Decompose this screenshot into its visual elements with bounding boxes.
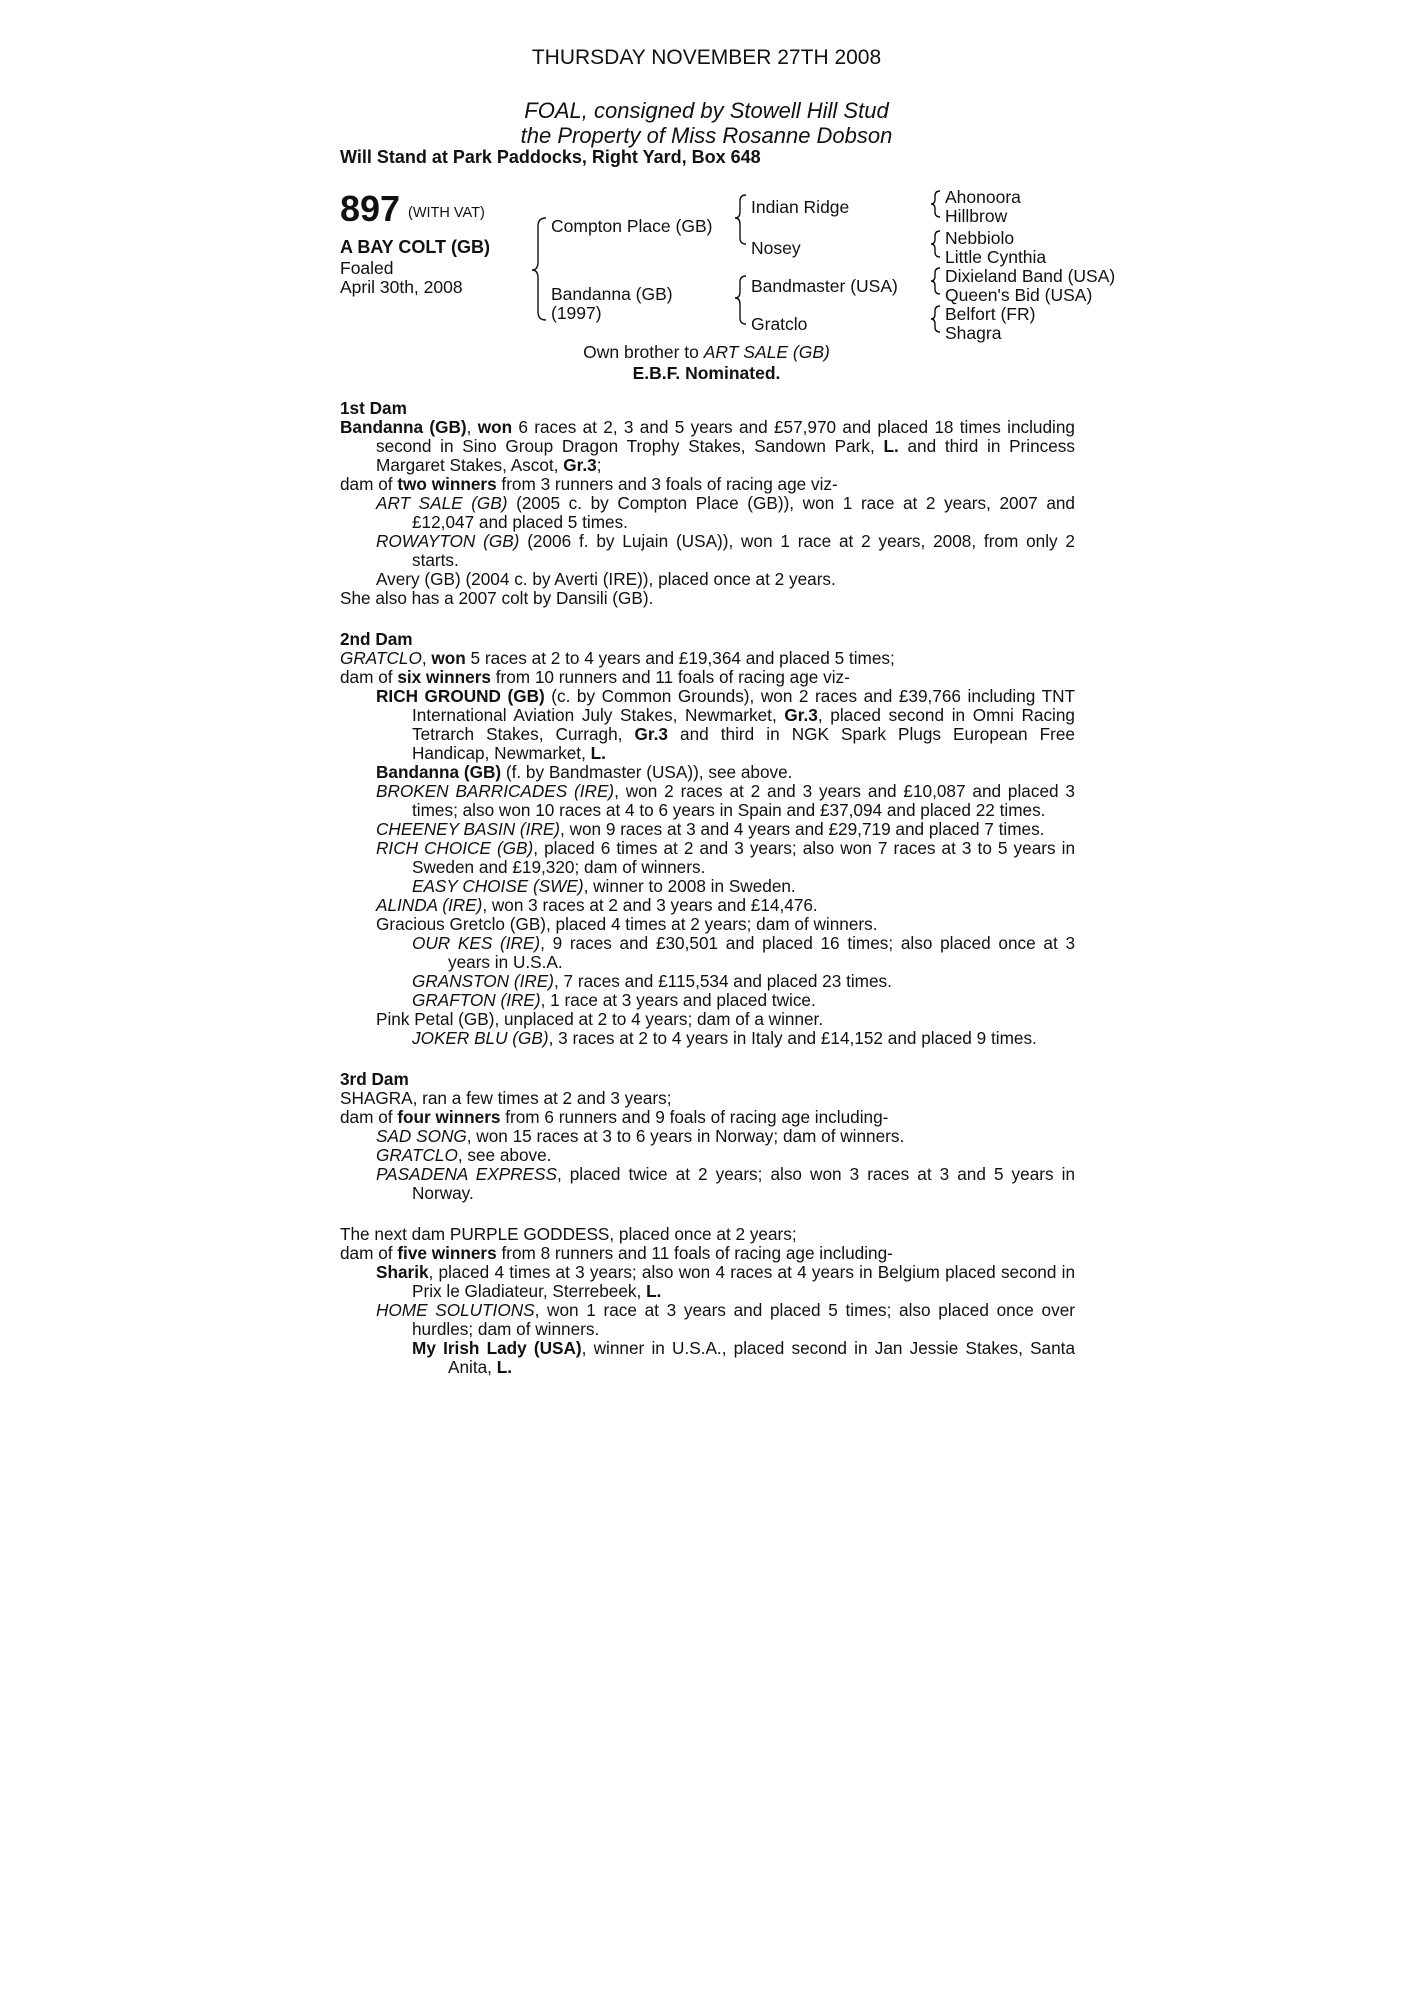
pedigree-gen3-4: Little Cynthia xyxy=(945,247,1047,267)
second-dam-heading: 2nd Dam xyxy=(340,629,413,649)
offspring-name: Bandanna (GB) xyxy=(376,762,502,782)
offspring-entry xyxy=(376,1146,1075,1165)
pedigree-sire-sire: Indian Ridge xyxy=(751,197,850,217)
record-text: , won 9 races at 3 and 4 years and £29,719 and placed 7 times. xyxy=(560,819,1045,839)
record-text: (2005 c. by Compton Place (GB)), won 1 race at 2 years, 2007 and £12,047 and placed 5 times. xyxy=(412,493,1075,532)
record-text: from 3 runners and 3 foals of racing age viz- xyxy=(496,474,838,494)
record-text: , 1 race at 3 years and placed twice. xyxy=(540,990,816,1010)
second-dam-record xyxy=(340,649,1075,668)
listed-mark: L. xyxy=(883,436,899,456)
winners-count: five winners xyxy=(397,1243,497,1263)
record-text: 5 races at 2 to 4 years and £19,364 and placed 5 times; xyxy=(465,648,895,668)
record-text: dam of xyxy=(340,1107,398,1127)
offspring-entry xyxy=(376,782,1075,820)
offspring-entry: Gracious Gretclo (GB), placed 4 times at 2 years; dam of winners. xyxy=(376,914,878,934)
offspring-name: SAD SONG xyxy=(376,1126,467,1146)
pedigree-dam: Bandanna (GB) xyxy=(551,284,673,304)
offspring-entry xyxy=(376,839,1075,877)
third-dam-produce xyxy=(340,1108,1075,1127)
offspring-name: ART SALE (GB) xyxy=(376,493,508,513)
offspring-name: GRAFTON (IRE) xyxy=(412,990,541,1010)
consignor-line-2: the Property of Miss Rosanne Dobson xyxy=(520,123,893,148)
record-text: from 8 runners and 11 foals of racing age including- xyxy=(496,1243,893,1263)
grand-offspring-entry xyxy=(412,1029,1075,1048)
pedigree-sire-dam: Nosey xyxy=(751,238,801,258)
group-mark: Gr.3 xyxy=(563,455,597,475)
ebf-note: E.B.F. Nominated. xyxy=(632,363,781,383)
grand-offspring-entry xyxy=(412,877,1075,896)
second-dam-produce xyxy=(340,668,1075,687)
offspring-entry xyxy=(376,763,1075,782)
record-text: dam of xyxy=(340,667,398,687)
offspring-entry xyxy=(376,1301,1075,1339)
offspring-name: EASY CHOISE (SWE) xyxy=(412,876,584,896)
grand-offspring-entry xyxy=(412,991,1075,1010)
pedigree-dam-dam: Gratclo xyxy=(751,314,808,334)
foaled-date: April 30th, 2008 xyxy=(340,277,463,297)
record-text: , 7 races and £115,534 and placed 23 times. xyxy=(553,971,892,991)
group-mark: Gr.3 xyxy=(634,724,668,744)
first-dam-record: Bandanna (GB), won 6 races at 2, 3 and 5 years and £57,970 and placed 18 times including second in Sino Group Dragon Trophy Stakes, Sandown Park, L. and third in Princess Margaret Stakes, Ascot, Gr.3; xyxy=(340,417,1075,475)
vat-note: (WITH VAT) xyxy=(408,205,485,221)
offspring-entry xyxy=(376,687,1075,763)
record-text: , 3 races at 2 to 4 years in Italy and £14,152 and placed 9 times. xyxy=(548,1028,1037,1048)
first-dam-heading: 1st Dam xyxy=(340,398,407,418)
own-brother-note xyxy=(0,342,1413,363)
listed-mark: L. xyxy=(590,743,606,763)
record-text: (c. by Common Grounds), won 2 races and £39,766 including TNT International Aviation July Stakes, Newmarket, xyxy=(412,686,1075,725)
record-text: , winner to 2008 in Sweden. xyxy=(583,876,796,896)
offspring-entry xyxy=(376,1127,1075,1146)
offspring-entry: Pink Petal (GB), unplaced at 2 to 4 years; dam of a winner. xyxy=(376,1009,824,1029)
offspring-name: JOKER BLU (GB) xyxy=(412,1028,549,1048)
record-text: from 6 runners and 9 foals of racing age including- xyxy=(500,1107,889,1127)
pedigree-gen3-3: Nebbiolo xyxy=(945,228,1015,248)
pedigree-dam-sire: Bandmaster (USA) xyxy=(751,276,898,296)
offspring-name: GRANSTON (IRE) xyxy=(412,971,554,991)
pedigree-dam-year: (1997) xyxy=(551,303,602,323)
record-text: dam of xyxy=(340,1243,398,1263)
record-text: , 9 races and £30,501 and placed 16 times; also placed once at 3 years in U.S.A. xyxy=(448,933,1076,972)
also-note: She also has a 2007 colt by Dansili (GB). xyxy=(340,588,654,608)
sale-date: THURSDAY NOVEMBER 27TH 2008 xyxy=(531,46,882,69)
group-mark: Gr.3 xyxy=(784,705,818,725)
third-dam-record: SHAGRA, ran a few times at 2 and 3 years; xyxy=(340,1088,672,1108)
lot-number: 897 xyxy=(340,188,401,229)
record-text: (f. by Bandmaster (USA)), see above. xyxy=(501,762,793,782)
third-dam-heading: 3rd Dam xyxy=(340,1069,409,1089)
pedigree-sire: Compton Place (GB) xyxy=(551,216,713,236)
record-text: and third in Princess Margaret Stakes, Ascot, xyxy=(376,436,1075,475)
offspring-name: My Irish Lady (USA) xyxy=(412,1338,582,1358)
listed-mark: L. xyxy=(496,1357,513,1377)
grand-offspring-entry xyxy=(412,1339,1075,1377)
listed-mark: L. xyxy=(646,1281,662,1301)
record-text: , placed 4 times at 3 years; also won 4 races at 4 years in Belgium placed second in Prix le Gladiateur, Sterrebeek, xyxy=(412,1262,1075,1301)
record-text: , won 15 races at 3 to 6 years in Norway; dam of winners. xyxy=(466,1126,905,1146)
offspring-name: PASADENA EXPRESS xyxy=(376,1164,557,1184)
pedigree-gen3-2: Hillbrow xyxy=(945,206,1008,226)
own-brother-name: ART SALE (GB) xyxy=(703,342,830,362)
winners-count: four winners xyxy=(397,1107,501,1127)
record-text: (2006 f. by Lujain (USA)), won 1 race at 2 years, 2008, from only 2 starts. xyxy=(412,531,1075,570)
offspring-name: RICH CHOICE (GB) xyxy=(376,838,534,858)
offspring-entry xyxy=(376,820,1075,839)
pedigree-gen3-7: Belfort (FR) xyxy=(945,304,1036,324)
offspring-name: Sharik xyxy=(376,1262,429,1282)
catalogue-body xyxy=(340,399,1075,1377)
pedigree-gen3-6: Queen's Bid (USA) xyxy=(945,285,1093,305)
offspring-entry xyxy=(376,494,1075,532)
foaled-label: Foaled xyxy=(340,258,394,278)
won-label: won xyxy=(431,648,466,668)
next-dam-record: The next dam PURPLE GODDESS, placed once at 2 years; xyxy=(340,1224,797,1244)
record-text: , won 1 race at 3 years and placed 5 times; also placed once over hurdles; dam of winners. xyxy=(412,1300,1075,1339)
offspring-entry xyxy=(376,896,1075,915)
own-brother-prefix: Own brother to xyxy=(583,342,704,362)
grand-offspring-entry xyxy=(412,972,1075,991)
offspring-name: ROWAYTON (GB) xyxy=(376,531,520,551)
record-text: , won 2 races at 2 and 3 years and £10,087 and placed 3 times; also won 10 races at 4 to 6 years in Spain and £37,094 and placed 22 times. xyxy=(412,781,1075,820)
offspring-entry xyxy=(376,532,1075,570)
record-text: , xyxy=(421,648,432,668)
winners-count: six winners xyxy=(397,667,491,687)
dam-name: GRATCLO xyxy=(340,648,422,668)
first-dam-produce xyxy=(340,475,1075,494)
winners-count: two winners xyxy=(397,474,497,494)
record-text: , won 3 races at 2 and 3 years and £14,476. xyxy=(482,895,818,915)
offspring-name: ALINDA (IRE) xyxy=(376,895,483,915)
record-text: , placed twice at 2 years; also won 3 races at 3 and 5 years in Norway. xyxy=(412,1164,1075,1203)
offspring-name: HOME SOLUTIONS xyxy=(376,1300,535,1320)
offspring-name: OUR KES (IRE) xyxy=(412,933,541,953)
record-text: and third in NGK Spark Plugs European Free Handicap, Newmarket, xyxy=(412,724,1075,763)
pedigree-gen3-8: Shagra xyxy=(945,323,1002,343)
pedigree-gen3-5: Dixieland Band (USA) xyxy=(945,266,1116,286)
offspring-name: BROKEN BARRICADES (IRE) xyxy=(376,781,615,801)
pedigree-gen3-1: Ahonoora xyxy=(945,187,1021,207)
offspring-entry xyxy=(376,1165,1075,1203)
record-text: 6 races at 2, 3 and 5 years and £57,970 and placed 18 times including second in Sino Group Dragon Trophy Stakes, Sandown Park, xyxy=(376,417,1075,456)
next-dam-produce xyxy=(340,1244,1075,1263)
record-text: dam of xyxy=(340,474,398,494)
offspring-entry xyxy=(376,1263,1075,1301)
offspring-entry: Avery (GB) (2004 c. by Averti (IRE)), placed once at 2 years. xyxy=(376,569,836,589)
dam-name: Bandanna (GB) xyxy=(340,417,467,437)
record-text: from 10 runners and 11 foals of racing age viz- xyxy=(490,667,850,687)
record-text: ; xyxy=(596,455,602,475)
offspring-name: RICH GROUND (GB) xyxy=(376,686,545,706)
stand-location: Will Stand at Park Paddocks, Right Yard, Box 648 xyxy=(340,147,761,167)
offspring-name: GRATCLO xyxy=(376,1145,458,1165)
record-text: , placed second in Omni Racing Tetrarch Stakes, Curragh, xyxy=(412,705,1075,744)
record-text: , winner in U.S.A., placed second in Jan Jessie Stakes, Santa Anita, xyxy=(448,1338,1075,1377)
record-text: , placed 6 times at 2 and 3 years; also won 7 races at 3 to 5 years in Sweden and £19,320; dam of winners. xyxy=(412,838,1076,877)
consignor-line-1: FOAL, consigned by Stowell Hill Stud xyxy=(524,98,889,123)
record-text: , see above. xyxy=(457,1145,552,1165)
grand-offspring-entry xyxy=(412,934,1075,972)
won-label: won xyxy=(477,417,513,437)
pedigree-brackets xyxy=(0,0,1413,360)
offspring-name: CHEENEY BASIN (IRE) xyxy=(376,819,561,839)
lot-description: A BAY COLT (GB) xyxy=(340,237,491,257)
